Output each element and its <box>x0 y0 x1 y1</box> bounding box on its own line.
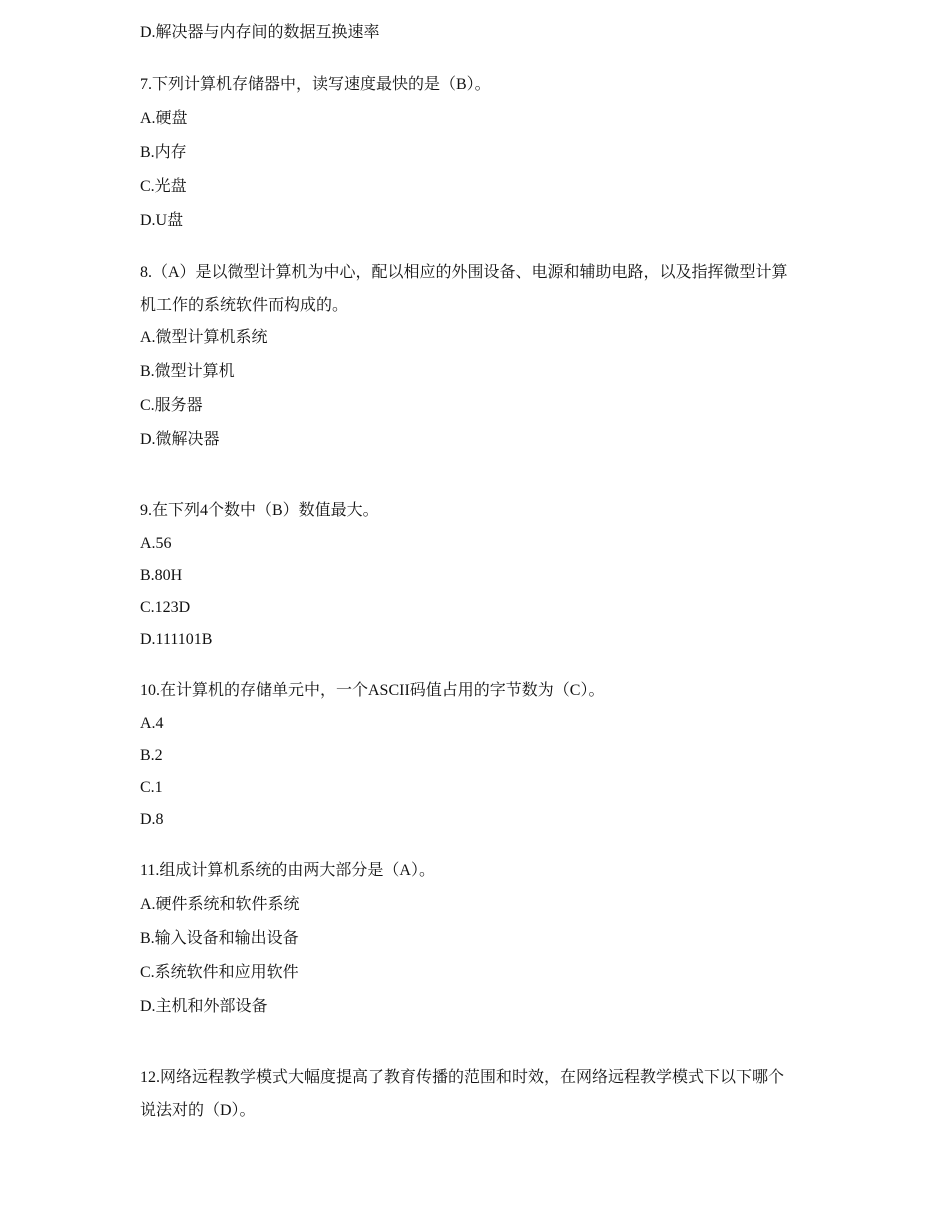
question-11: 11.组成计算机系统的由两大部分是（A）。 <box>140 862 435 879</box>
option-d-q9: D.111101B <box>140 631 213 648</box>
option-d-q8: D.微解决器 <box>140 431 220 448</box>
option-b-q9: B.80H <box>140 567 183 584</box>
question-9: 9.在下列4个数中（B）数值最大。 <box>140 502 379 519</box>
question-10: 10.在计算机的存储单元中，一个ASCII码值占用的字节数为（C）。 <box>140 682 605 699</box>
option-d-q11: D.主机和外部设备 <box>140 998 268 1015</box>
question-12-line-1: 12.网络远程教学模式大幅度提高了教育传播的范围和时效，在网络远程教学模式下以下哪个 <box>140 1069 785 1086</box>
option-c-q10: C.1 <box>140 779 163 796</box>
option-c-q8: C.服务器 <box>140 397 203 414</box>
option-a-q11: A.硬件系统和软件系统 <box>140 896 300 913</box>
option-d-q10: D.8 <box>140 811 164 828</box>
option-b-q8: B.微型计算机 <box>140 363 235 380</box>
option-b-q10: B.2 <box>140 747 163 764</box>
question-7: 7.下列计算机存储器中，读写速度最快的是（B）。 <box>140 76 491 93</box>
option-b-q7: B.内存 <box>140 144 187 161</box>
option-a-q10: A.4 <box>140 715 164 732</box>
question-8-line-2: 机工作的系统软件而构成的。 <box>140 297 349 314</box>
option-b-q11: B.输入设备和输出设备 <box>140 930 299 947</box>
option-c-q9: C.123D <box>140 599 191 616</box>
option-a-q9: A.56 <box>140 535 172 552</box>
question-12-line-2: 说法对的（D）。 <box>140 1102 256 1119</box>
option-d-q7: D.U盘 <box>140 212 184 229</box>
option-a-q7: A.硬盘 <box>140 110 188 127</box>
option-a-q8: A.微型计算机系统 <box>140 329 268 346</box>
option-d-q6: D.解决器与内存间的数据互换速率 <box>140 24 380 41</box>
option-c-q11: C.系统软件和应用软件 <box>140 964 299 981</box>
option-c-q7: C.光盘 <box>140 178 187 195</box>
question-8-line-1: 8.（A）是以微型计算机为中心，配以相应的外围设备、电源和辅助电路，以及指挥微型计算 <box>140 264 788 281</box>
